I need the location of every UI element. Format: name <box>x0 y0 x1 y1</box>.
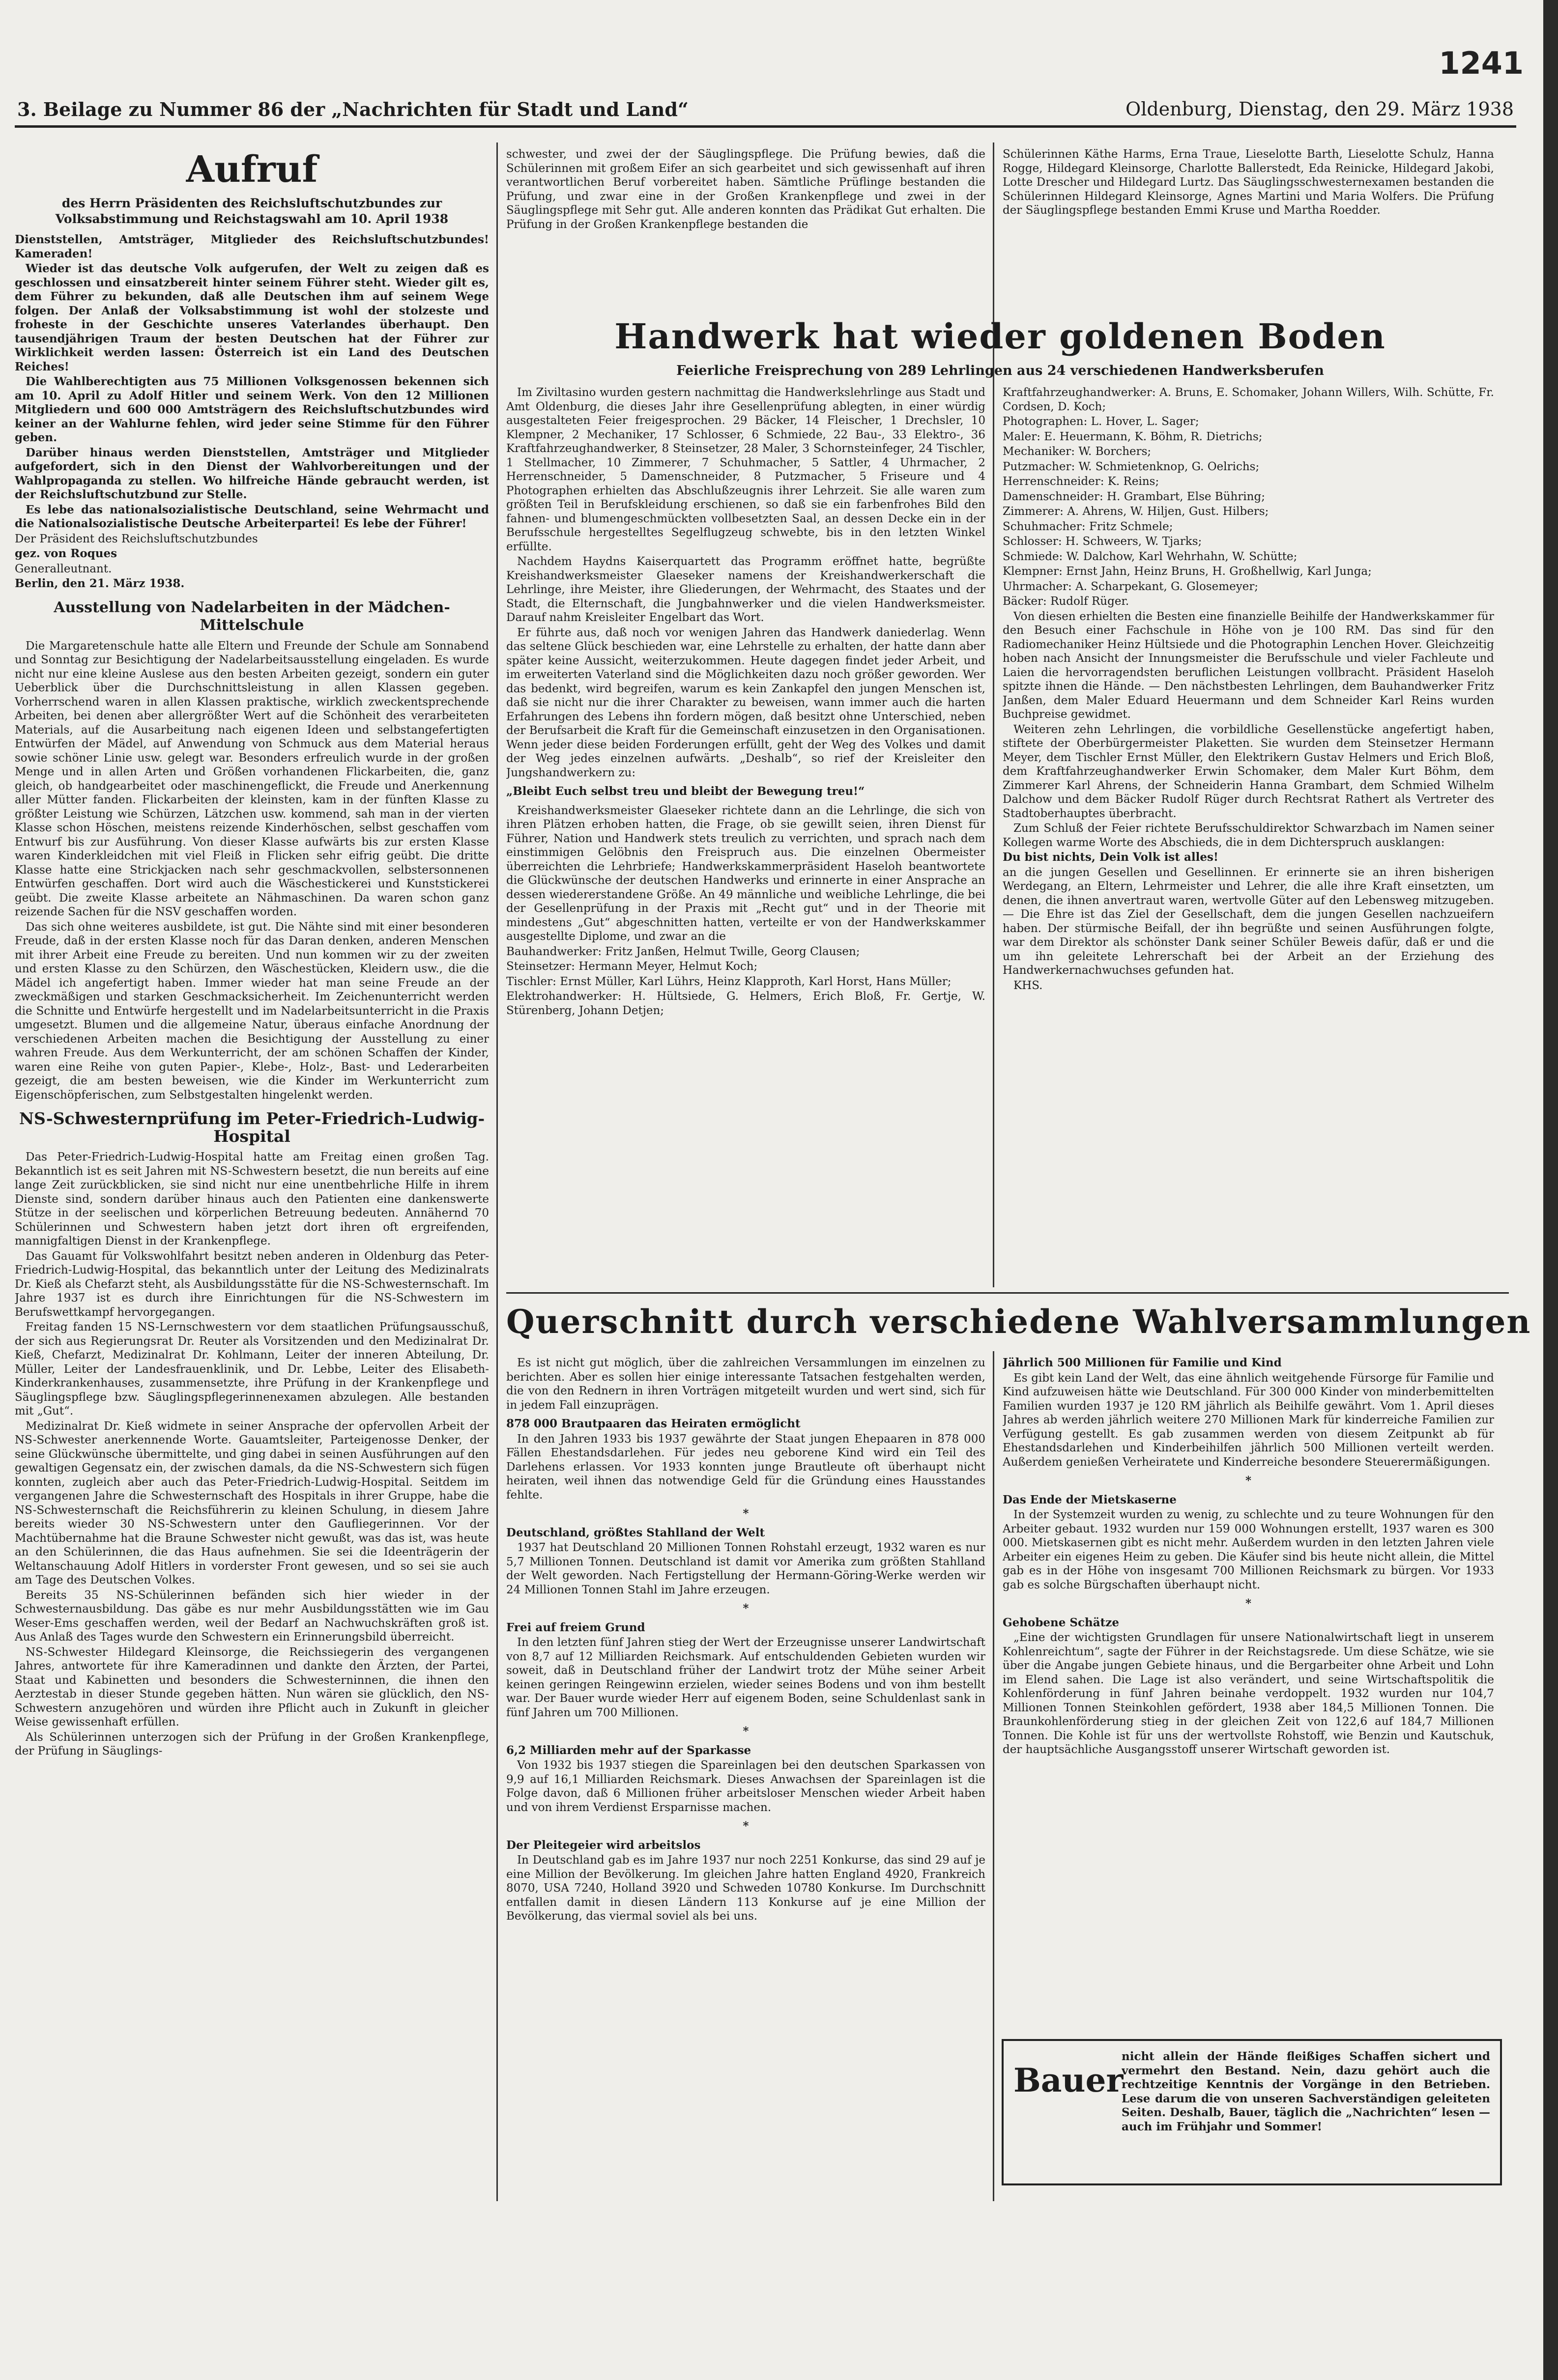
querschnitt-paragraph: In den Jahren 1933 bis 1937 gewährte der Staat jungen Ehepaaren in 878 000 Fällen Ehestandsdarlehen. Für jedes neu geborene Kind wird ein Teil des Darlehens erlassen. Vor 1933 konnten junge Brautleute oft überhaupt nicht heiraten, weil ihnen das notwendige Geld für die Gründung eines Hausstandes fehlte. <box>506 1432 985 1502</box>
left-column <box>15 147 489 2201</box>
diploma-list-item: Schlosser: H. Schweers, W. Tjarks; <box>1003 535 1202 548</box>
handwerk-headline: Handwerk hat wieder goldenen Boden <box>614 316 1386 357</box>
diploma-list-item: Damenschneider: H. Grambart, Else Bühring; <box>1003 490 1265 503</box>
handwerk-paragraph: Nachdem Haydns Kaiserquartett das Programm eröffnet hatte, begrüßte Kreishandwerksmeister Glaeseker namens der Kreishandwerkerschaft die Lehrlinge, ihre Meister, ihre Gliederungen, der Wehrmacht, des Staates und der Stadt, die Elternschaft, die Jungbahnwerker und die vielen Handwerksmeister. Darauf nahm Kreisleiter Engelbart das Wort. <box>506 555 985 624</box>
handwerk-paragraph: Zum Schluß der Feier richtete Berufsschuldirektor Schwarzbach im Namen seiner Kollegen warme Worte des Abschieds, die in dem Dichterspruch ausklangen: <box>1003 822 1494 849</box>
querschnitt-subhead: Der Pleitegeier wird arbeitslos <box>506 1838 701 1852</box>
column-rule <box>993 1351 994 2201</box>
handwerk-paragraph: Von diesen erhielten die Besten eine finanzielle Beihilfe der Handwerkskammer für den Besuch einer Fachschule in Höhe von je 100 RM. Das sind für den Radiomechaniker Heinz Hültsiede und die Photographin Lenchen Hover. Gleichzeitig hoben nach Ansicht der Innungsmeister die Berufsschule und vieler Fachleute und Laien die hervorragendsten beruflichen Leistungen vollbracht. Präsident Haseloh spitzte ihnen die Hände. — Den nächstbesten Lehrlingen, dem Bauhandwerker Fritz Janßen, dem Maler Eduard Heuermann und dem Schneider Karl Reins wurden Buchpreise gewidmet. <box>1003 610 1494 721</box>
diploma-list-item: Elektrohandwerker: H. Hültsiede, G. Helmers, Erich Bloß, Fr. Gertje, W. Stürenberg, Johann Detjen; <box>506 990 985 1017</box>
nsschwestern-paragraph: Medizinalrat Dr. Kieß widmete in seiner Ansprache der opfervollen Arbeit der NS-Schwester anerkennende Worte. Gauamtsleiter, Parteigenosse Denker, der seine Glückwünsche übermittelte, und ging dabei in seinen Ausführungen auf den gewaltigen Gegensatz ein, der zwischen damals, da die NS-Schwestern sich fügen konnten, zugleich aber auch das Peter-Friedrich-Ludwig-Hospital. Seitdem im vergangenen Jahre die Schwesternschaft des Hospitals in ihrer Gruppe, habe die NS-Schwesternschaft die Reichsführerin zu kleinen Schulung, in diesem Jahre bereits wieder 30 NS-Schwestern unter den Gaufliegerinnen. Vor der Machtübernahme hat die Braune Schwester nicht gewußt, was das ist, was heute an den Schülerinnen, die das Haus aufnehmen. Sie sei die Ideenträgerin der Weltanschauung Adolf Hitlers in vorderster Front gewesen, und so sei sie auch am Tage des Deutschen Volkes. <box>15 1419 489 1587</box>
aufruf-title: Aufruf <box>186 148 318 191</box>
aufruf-paragraph: Die Wahlberechtigten aus 75 Millionen Volksgenossen bekennen sich am 10. April zu Adolf Hitler und seinem Werk. Von den 12 Millionen Mitgliedern und 600 000 Amtsträgern des Reichsluftschutzbundes wird keiner an der Wahlurne fehlen, wird jeder seine Stimme für den Führer geben. <box>15 375 489 444</box>
issue-header-left: 3. Beilage zu Nummer 86 der „Nachrichten für Stadt und Land“ <box>17 98 689 120</box>
querschnitt-subhead: Gehobene Schätze <box>1003 1615 1119 1629</box>
diploma-list-item: Kraftfahrzeughandwerker: A. Bruns, E. Schomaker, Johann Willers, Wilh. Schütte, Fr. Cordsen, D. Koch; <box>1003 386 1494 413</box>
diploma-list-item: Steinsetzer: Hermann Meyer, Helmut Koch; <box>506 960 758 973</box>
querschnitt-paragraph: In der Systemzeit wurden zu wenig, zu schlechte und zu teure Wohnungen für den Arbeiter gebaut. 1932 wurden nur 159 000 Wohnungen erstellt, 1937 waren es 300 000. Mietskasernen gibt es nicht mehr. Außerdem wurden in den letzten Jahren viele Arbeiter ein eigenes Heim zu geben. Die Käufer sind bis heute nicht allein, die Mittel gab es in der Höhe von insgesamt 700 Millionen Reichsmark zu bürgen. Vor 1933 gab es solche Bürgschaften überhaupt nicht. <box>1003 1508 1494 1591</box>
aufruf-signature-name: gez. von Roques <box>15 547 117 560</box>
aufruf-paragraph: Wieder ist das deutsche Volk aufgerufen, der Welt zu zeigen daß es geschlossen und einsatzbereit hinter seinem Führer steht. Wieder gilt es, dem Führer zu bekunden, daß alle Deutschen ihm auf seinem Wege folgen. Der Anlaß der Volksabstimmung ist wohl der stolzeste und froheste in der Geschichte unseres Vaterlandes überhaupt. Den tausendjährigen Traum der besten Deutschen hat der Führer zur Wirklichkeit werden lassen: Österreich ist ein Land des Deutschen Reiches! <box>15 262 489 373</box>
querschnitt-subhead: 6,2 Milliarden mehr auf der Sparkasse <box>506 1743 751 1757</box>
diploma-list-item: Bäcker: Rudolf Rüger. <box>1003 595 1129 608</box>
nsschwestern-title: NS-Schwesternprüfung im Peter-Friedrich-Ludwig-Hospital <box>19 1109 485 1146</box>
querschnitt-paragraph: 1937 hat Deutschland 20 Millionen Tonnen Rohstahl erzeugt, 1932 waren es nur 5,7 Millionen Tonnen. Deutschland ist damit vor Amerika zum größten Stahlland der Welt geworden. Nach Fertigstellung der Hermann-Göring-Werke werden wir 24 Millionen Tonnen Stahl im Jahre erzeugen. <box>506 1541 985 1596</box>
handwerk-column-left <box>506 386 985 1285</box>
querschnitt-paragraph: In Deutschland gab es im Jahre 1937 nur noch 2251 Konkurse, das sind 29 auf je eine Million der Bevölkerung. Im gleichen Jahre hatten England 4920, Frankreich 8070, USA 7240, Holland 3920 und Schweden 10780 Konkurse. Im Durchschnitt entfallen damit in diesen Ländern 113 Konkurse auf je eine Million der Bevölkerung, das viermal soviel als bei uns. <box>506 1854 985 1923</box>
nsschwestern-paragraph: Freitag fanden 15 NS-Lernschwestern vor dem staatlichen Prüfungsausschuß, der sich aus Regierungsrat Dr. Reuter als Vorsitzenden und den Medizinalrat Dr. Kieß, Chefarzt, Medizinalrat Dr. Kohlmann, Leiter der inneren Abteilung, Dr. Müller, Leiter der Landesfrauenklinik, und Dr. Lebbe, Leiter des Elisabeth-Kinderkrankenhauses, zusammensetzte, ihre Prüfung in der Krankenpflege und Säuglingspflege bzw. Säuglingspflegerinnenexamen abzulegen. Alle bestanden mit „Gut“. <box>15 1321 489 1417</box>
querschnitt-paragraph: Es gibt kein Land der Welt, das eine ähnlich weitgehende Fürsorge für Familie und Kind aufzuweisen hätte wie Deutschland. Für 300 000 Kinder von minderbemittelten Familien wurden 1937 je 120 RM jährlich als Beihilfe gewährt. Vom 1. April dieses Jahres ab werden jährlich weitere 270 Millionen Mark für kinderreiche Familien zur Verfügung gestellt. Es gab zusammen werden von diesem Zeitpunkt ab für Ehestandsdarlehen und Kinderbeihilfen jährlich 500 Millionen verteilt werden. Außerdem genießen Verheiratete und Kinderreiche besondere Steuerermäßigungen. <box>1003 1371 1494 1469</box>
handwerk-paragraph: Er führte aus, daß noch vor wenigen Jahren das Handwerk daniederlag. Wenn das seltene Glück beschieden war, eine Lehrstelle zu erhalten, der hatte dann aber später keine Aussicht, weiterzukommen. Heute dagegen findet jeder Arbeit, und im erweiterten Vaterland sind die Möglichkeiten dazu noch größer geworden. Wer das bedenkt, wird begreifen, warum es kein Zankapfel den jungen Menschen ist, daß sie nicht nur die ihrer Charakter zu beweisen, wann immer auch die harten Erfahrungen des Lebens ihn fordern mögen, daß besitzt ohne Unterschied, neben der Berufsarbeit die Kraft für die Gemeinschaft einzusetzen in den Organisationen. Wenn jeder diese beiden Forderungen erfüllt, geht der Weg des Volkes und damit der Weg jedes einzelnen aufwärts. „Deshalb“, so rief der Kreisleiter den Jungshandwerkern zu: <box>506 626 985 779</box>
diploma-list-item: Klempner: Ernst Jahn, Heinz Bruns, H. Großhellwig, Karl Junga; <box>1003 565 1372 578</box>
middle-column-top <box>506 147 985 310</box>
handwerk-quote: „Bleibt Euch selbst treu und bleibt der Bewegung treu!“ <box>506 785 865 798</box>
nsschwestern-paragraph: Bereits 35 NS-Schülerinnen befänden sich hier wieder in der Schwesternausbildung. Das gäbe es nur mehr Ausbildungsstätten wie im Gau Weser-Ems geschaffen werden, weil der Bedarf an Nachwuchskräften groß ist. Aus Anlaß des Tages wurde den Schwestern ein Erinnerungsbild überreicht. <box>15 1588 489 1643</box>
diploma-list-item: Photographen: L. Hover, L. Sager; <box>1003 415 1199 428</box>
nsschwestern-paragraph: NS-Schwester Hildegard Kleinsorge, die Reichssiegerin des vergangenen Jahres, antwortete für ihre Kameradinnen und dankte den Ärzten, der Partei, Staat und Kabinetten und besonders die Schwesterninnen, die ihnen den Aerztestab in dieser Stunde gegeben hätten. Nun wären sie glücklich, den NS-Schwestern anzugehören und würden ihre Pflicht auch in Zukunft in gleicher Weise gewissenhaft erfüllen. <box>15 1645 489 1728</box>
separator-asterisk: * <box>743 1725 749 1738</box>
separator-asterisk: * <box>743 1602 749 1615</box>
header-rule <box>15 125 1516 128</box>
bauer-text-block <box>1122 2050 1490 2178</box>
aufruf-salutation: Dienststellen, Amtsträger, Mitglieder des Reichsluftschutzbundes! Kameraden! <box>15 233 489 260</box>
diploma-list-item: Bauhandwerker: Fritz Janßen, Helmut Twille, Georg Clausen; <box>506 945 860 958</box>
right-column-top <box>1003 147 1494 310</box>
handwerk-column-right <box>1003 386 1494 1285</box>
handwerk-paragraph: Kreishandwerksmeister Glaeseker richtete dann an die Lehrlinge, die sich von ihren Plätzen erhoben hatten, die Frage, ob sie gewillt seien, ihren Dienst für Führer, Nation und Handwerk stets treulich zu verrichten, und sprach nach dem einstimmigen Gelöbnis den Freispruch aus. Die einzelnen Obermeister überreichten die Lehrbriefe; Handwerkskammerpräsident Haseloh beantwortete die Glückwünsche der deutschen Handwerks und erinnerte in einer Ansprache an dessen wiedererstandene Größe. An 49 männliche und weibliche Lehrlinge, die bei der Gesellenprüfung in der Praxis mit „Recht gut“ und in der Theorie mit mindestens „Gut“ abgeschnitten hatten, verteilte er von der Handwerkskammer ausgestellte Diplome, und zwar an die <box>506 804 985 943</box>
handwerk-subtitle: Feierliche Freisprechung von 289 Lehrlingen aus 24 verschiedenen Handwerksberufen <box>676 363 1324 378</box>
aufruf-closing: Es lebe das nationalsozialistische Deutschland, seine Wehrmacht und die Nationalsozialistische Deutsche Arbeiterpartei! Es lebe der Führer! <box>15 503 489 530</box>
querschnitt-paragraph: „Eine der wichtigsten Grundlagen für unsere Nationalwirtschaft liegt in unserem Kohlenreichtum“, sagte der Führer in der Reichstagsrede. Um diese Schätze, wie sie über die Angabe jungen Gebiete hinaus, und die Bergarbeiter ohne Arbeit und Lohn im Elend sahen. Die Lage ist also verändert, und seine Wirtschaftspolitik die Kohlenförderung in fünf Jahren beinahe verdoppelt. 1932 wurden nur 104,7 Millionen Tonnen Steinkohlen gefördert, 1938 aber 184,5 Millionen Tonnen. Die Braunkohlenförderung stieg in der gleichen Zeit von 122,6 auf 184,7 Millionen Tonnen. Die Kohle ist für uns der wertvollste Rohstoff, wie Benzin und Kautschuk, der hauptsächliche Ausgangsstoff unserer Wirtschaft geworden ist. <box>1003 1631 1494 1756</box>
querschnitt-headline: Querschnitt durch verschiedene Wahlversammlungen <box>506 1303 1531 1341</box>
ausstellung-paragraph: Die Margaretenschule hatte alle Eltern und Freunde der Schule am Sonnabend und Sonntag zur Besichtigung der Nadelarbeitsausstellung eingeladen. Es wurde nicht nur eine kleine Auslese aus den besten Arbeiten gezeigt, sondern ein guter Ueberblick über die Durchschnittsleistung in allen Klassen gegeben. Vorherrschend waren in allen Klassen praktische, wirklich zweckentsprechende Arbeiten, bei denen aber allergrößter Wert auf die Schönheit des verarbeiteten Materials, auf die Ausarbeitung nach eigenen Ideen und selbstangefertigten Entwürfen der Mädel, auf Anwendung von Schmuck aus dem Material heraus sowie schöner Linie usw. gelegt war. Besonders erfreulich wurde in der großen Menge und in allen Arten und Größen vorhandenen Flickarbeiten, die, ganz gleich, ob handgearbeitet oder maschinengeflickt, die Freude und Anerkennung aller Mütter fanden. Flickarbeiten der kleinsten, kam in der fünften Klasse zu größter Leistung wie Schürzen, Lätzchen usw. kommend, sah man in der vierten Klasse schon Höschen, meistens reizende Kinderhöschen, selbst geschaffen vom Entwurf bis zur Ausführung. Von dieser Klasse aufwärts bis zur ersten Klasse waren Kinderkleidchen mit viel Fleiß in Flicken sehr eifrig geübt. Die dritte Klasse hatte eine Strickjacken nach sehr geschmackvollen, selbstersonnenen Entwürfen geschaffen. Dort wird auch die Wäschestickerei und Kunststickerei geübt. Die zweite Klasse arbeitete an Nähmaschinen. Da waren schon ganz reizende Sachen für die NSV geschaffen worden. <box>15 639 489 918</box>
diploma-list-item: Schmiede: W. Dalchow, Karl Wehrhahn, W. Schütte; <box>1003 550 1298 563</box>
diploma-list-item: Putzmacher: W. Schmietenknop, G. Oelrichs; <box>1003 460 1260 473</box>
diploma-list-item: Tischler: Ernst Müller, Karl Lührs, Heinz Klapproth, Karl Horst, Hans Müller; <box>506 975 952 988</box>
handwerk-motto: Du bist nichts, Dein Volk ist alles! <box>1003 850 1219 864</box>
aufruf-paragraph: Darüber hinaus werden Dienststellen, Amtsträger und Mitglieder aufgefordert, sich in den Dienst der Wahlvorbereitungen und der Wahlpropaganda zu stellen. Wo hilfreiche Hände gebraucht werden, ist der Reichsluftschutzbund zur Stelle. <box>15 446 489 501</box>
diploma-list-item: Mechaniker: W. Borchers; <box>1003 445 1152 458</box>
nsschwestern-continued: schwester, und zwei der der Säuglingspflege. Die Prüfung bewies, daß die Schülerinnen mit großem Eifer an sich gearbeitet und sich gewissenhaft auf ihren verantwortlichen Beruf vorbereitet haben. Sämtliche Prüflinge bestanden die Prüfung, und zwar eine in der Großen Krankenpflege und zwei in der Säuglingspflege mit Sehr gut. Alle anderen konnten das Prädikat Gut erhalten. Die Prüfung in der Großen Krankenpflege bestanden die <box>506 148 985 231</box>
querschnitt-subhead: 878 000 Brautpaaren das Heiraten ermöglicht <box>506 1417 801 1430</box>
bauer-title: Bauer <box>1013 2061 1124 2099</box>
diploma-list-item: Uhrmacher: A. Scharpekant, G. Glosemeyer; <box>1003 580 1259 593</box>
separator-asterisk: * <box>743 1819 749 1833</box>
bauer-advertisement <box>1002 2039 1502 2185</box>
handwerk-paragraph: an die jungen Gesellen und Gesellinnen. Er erinnerte sie an ihren bisherigen Werdegang, an Eltern, Lehrmeister und Lehrer, die alle ihre Kraft einsetzten, um denen, die ihnen anvertraut waren, wertvolle Güter auf den Lebensweg mitzugeben. — Die Ehre ist das Ziel der Gesellschaft, dem die jungen Gesellen nachzueifern haben. Der stürmische Beifall, der ihn begrüßte und seinen Ausführungen folgte, war dem Direktor als schönster Dank seiner Schüler Beweis dafür, daß er und die um ihn geleitete Lehrerschaft bei der Arbeit an der Erziehung des Handwerkernachwuchses gefunden hat. <box>1003 866 1494 977</box>
diploma-list-item: Zimmerer: A. Ahrens, W. Hiljen, Gust. Hilbers; <box>1003 505 1269 518</box>
handwerk-author: KHS. <box>1013 979 1043 992</box>
nsschwestern-names: Schülerinnen Käthe Harms, Erna Traue, Lieselotte Barth, Lieselotte Schulz, Hanna Rogge, Hildegard Kleinsorge, Charlotte Ballerstedt, Eda Reinicke, Hildegard Jakobi, Lotte Drescher und Hildegard Lurtz. Das Säuglingsschwesternexamen bestanden die Schülerinnen Hildegard Kleinsorge, Agnes Martini und Maria Wolfers. Die Prüfung der Säuglingspflege bestanden Emmi Kruse und Martha Roedder. <box>1003 148 1494 217</box>
separator-asterisk: * <box>1245 1474 1252 1487</box>
handwerk-paragraph: Im Ziviltasino wurden gestern nachmittag die Handwerkslehrlinge aus Stadt und Amt Oldenburg, die dieses Jahr ihre Gesellenprüfung ablegten, in einer würdig ausgestalteten Feier freigesprochen. 29 Bäcker, 14 Fleischer, 1 Drechsler, 10 Klempner, 2 Mechaniker, 17 Schlosser, 6 Schmiede, 22 Bau-, 33 Elektro-, 36 Kraftfahrzeughandwerker, 8 Steinsetzer, 28 Maler, 3 Schornsteinfeger, 24 Tischler, 1 Stellmacher, 10 Zimmerer, 7 Schuhmacher, 5 Sattler, 4 Uhrmacher, 2 Herrenschneider, 5 Damenschneider, 8 Putzmacher, 5 Friseure und 4 Photographen erhielten das Abschlußzeugnis ihrer Lehrzeit. Sie alle waren zum größten Teil in Berufskleidung erschienen, so daß sie ein farbenfrohes Bild den fahnen- und blumengeschmückten vollbesetzten Saal, an dessen Decke ein in der Berufsschule hergestelltes Segelflugzeug schwebte, bis in den letzten Winkel erfüllte. <box>506 386 985 553</box>
separator-asterisk: * <box>1245 1597 1252 1610</box>
column-rule <box>993 142 994 1287</box>
querschnitt-intro: Es ist nicht gut möglich, über die zahlreichen Versammlungen im einzelnen zu berichten. Aber es sollen hier einige interessante Tatsachen festgehalten werden, die von den Rednern in ihren Vorträgen mitgeteilt wurden und wert sind, sich für in jedem Fall einzuprägen. <box>506 1357 985 1412</box>
diploma-list-item: Herrenschneider: K. Reins; <box>1003 475 1159 488</box>
querschnitt-subhead: Das Ende der Mietskaserne <box>1003 1493 1177 1506</box>
querschnitt-subhead: Frei auf freiem Grund <box>506 1620 645 1634</box>
querschnitt-column-right <box>1003 1356 1494 2029</box>
diploma-list-item: Maler: E. Heuermann, K. Böhm, R. Dietrichs; <box>1003 430 1263 443</box>
querschnitt-paragraph: Von 1932 bis 1937 stiegen die Spareinlagen bei den deutschen Sparkassen von 9,9 auf 16,1 Milliarden Reichsmark. Dieses Anwachsen der Spareinlagen ist die Folge davon, daß 6 Millionen früher arbeitsloser Menschen wieder Arbeit haben und von ihrem Verdienst Ersparnisse machen. <box>506 1759 985 1814</box>
ausstellung-paragraph: Das sich ohne weiteres ausbildete, ist gut. Die Nähte sind mit einer besonderen Freude, daß in der ersten Klasse noch für das Daran denken, anderen Menschen mit ihrer Arbeit eine Freude zu bereiten. Und nun kommen wir zu der zweiten und ersten Klasse zu den Schürzen, den Wäschestücken, Kleidern usw., die die Mädel ich angefertigt haben. Immer wieder hat man seine Freude an der zweckmäßigen und starken Geschmacksicherheit. Im Zeichenunterricht werden die Schnitte und Entwürfe hergestellt und im Nadelarbeitsunterricht in die Praxis umgesetzt. Blumen und die allgemeine Natur, überaus einfache Anordnung der verschiedenen Arbeiten machen die Besichtigung der Ausstellung zu einer wahren Freude. Aus dem Werkunterricht, der am schönen Schaffen der Kinder, waren eine Reihe von guten Papier-, Klebe-, Holz-, Bast- und Lederarbeiten gezeigt, die am besten beweisen, wie die Kinder im Werkunterricht zum Eigenschöpferischen, zum Selbstgestalten hingelenkt werden. <box>15 920 489 1102</box>
column-rule <box>496 142 498 2201</box>
aufruf-signature-rank: Generalleutnant. <box>15 562 112 575</box>
nsschwestern-paragraph: Das Gauamt für Volkswohlfahrt besitzt neben anderen in Oldenburg das Peter-Friedrich-Ludwig-Hospital, das bekanntlich unter der Leitung des Medizinalrats Dr. Kieß als Chefarzt steht, als Ausbildungsstätte für die NS-Schwesternschaft. Im Jahre 1937 ist es durch ihre Einrichtungen für die NS-Schwestern im Berufswettkampf hervorgegangen. <box>15 1249 489 1319</box>
bauer-text: nicht allein der Hände fleißiges Schaffen sichert und vermehrt den Bestand. Nein, dazu gehört auch die rechtzeitige Kenntnis der Vorgänge in den Betrieben. Lese darum die von unseren Sachverständigen geleiteten Seiten. Deshalb, Bauer, täglich die „Nachrichten“ lesen — auch im Frühjahr und Sommer! <box>1122 2050 1490 2133</box>
scan-edge <box>1543 0 1558 2380</box>
ausstellung-title: Ausstellung von Nadelarbeiten in der Mädchen-Mittelschule <box>54 598 450 634</box>
section-rule <box>506 1292 1509 1294</box>
querschnitt-subhead: Deutschland, größtes Stahlland der Welt <box>506 1526 765 1539</box>
querschnitt-column-left <box>506 1356 985 2201</box>
nsschwestern-paragraph: Das Peter-Friedrich-Ludwig-Hospital hatte am Freitag einen großen Tag. Bekanntlich ist es seit Jahren mit NS-Schwestern besetzt, die nun bereits auf eine lange Zeit zurückblicken, sie sind nicht nur eine unentbehrliche Hilfe in ihrem Dienste sind, sondern darüber hinaus auch den Patienten eine dankenswerte Stütze in der seelischen und körperlichen Betreuung bedeuten. Annähernd 70 Schülerinnen und Schwestern haben jetzt dort ihren oft ergreifenden, mannigfaltigen Dienst in der Krankenpflege. <box>15 1151 489 1247</box>
querschnitt-subhead: Jährlich 500 Millionen für Familie und Kind <box>1003 1356 1282 1369</box>
page-number: 1241 <box>1439 45 1524 81</box>
querschnitt-paragraph: In den letzten fünf Jahren stieg der Wert der Erzeugnisse unserer Landwirtschaft von 8,7 auf 12 Milliarden Reichsmark. Auf entschuldenden Gebieten wurden wir soweit, daß in Deutschland früher der Landwirt trotz der Mühe seiner Arbeit keinen geringen Reingewinn erzielen, wieder seines Bodens und von ihm bestellt war. Der Bauer wurde wieder Herr auf eigenem Boden, seine Schuldenlast sank in fünf Jahren um 700 Millionen. <box>506 1636 985 1719</box>
aufruf-place-date: Berlin, den 21. März 1938. <box>15 577 185 590</box>
aufruf-signature-title: Der Präsident des Reichsluftschutzbundes <box>15 532 258 545</box>
nsschwestern-paragraph: Als Schülerinnen unterzogen sich der Prüfung in der Großen Krankenpflege, der Prüfung in Säuglings- <box>15 1730 489 1757</box>
separator-asterisk: * <box>743 1507 749 1520</box>
handwerk-paragraph: Weiteren zehn Lehrlingen, die vorbildliche Gesellenstücke angefertigt haben, stiftete der Oberbürgermeister Plaketten. Sie wurden dem Steinsetzer Hermann Meyer, dem Tischler Ernst Müller, den Elektrikern Gustav Helmers und Erich Bloß, dem Kraftfahrzeughandwerker Erwin Schomaker, dem Maler Kurt Böhm, dem Zimmerer Karl Ahrens, der Schneiderin Hanna Grambart, dem Schmied Wilhelm Dalchow und dem Bäcker Rudolf Rüger durch Rechtsrat Rathert als Vertreter des Stadtoberhauptes überbracht. <box>1003 723 1494 820</box>
issue-header-right: Oldenburg, Dienstag, den 29. März 1938 <box>1125 98 1514 120</box>
diploma-list-item: Schuhmacher: Fritz Schmele; <box>1003 520 1173 533</box>
aufruf-subtitle: des Herrn Präsidenten des Reichsluftschutzbundes zur Volksabstimmung und Reichstagswahl am 10. April 1938 <box>55 196 449 226</box>
